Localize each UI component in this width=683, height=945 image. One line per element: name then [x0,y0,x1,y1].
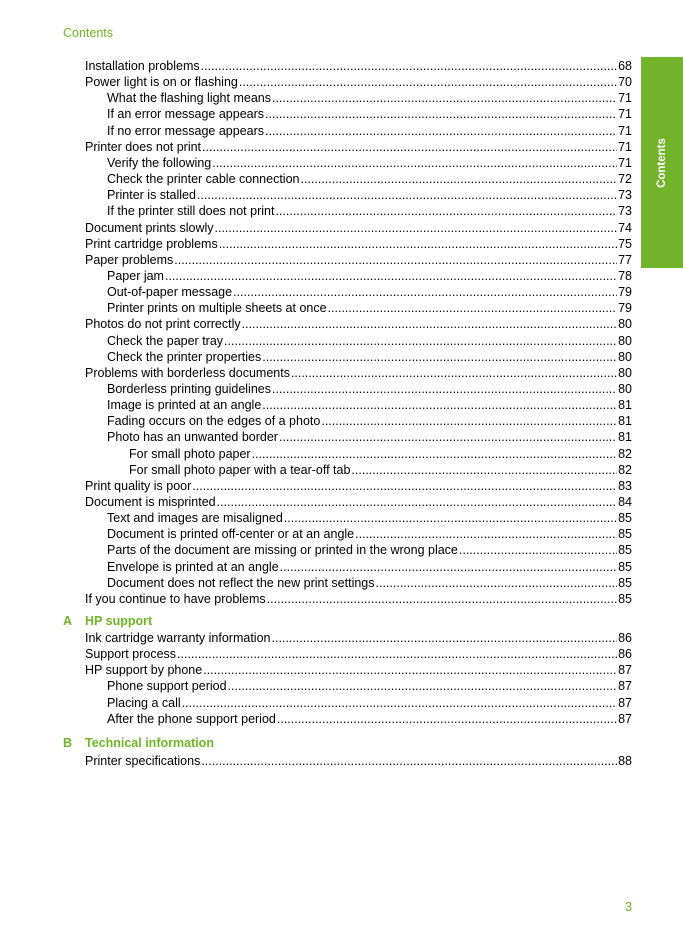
toc-entry-page: 87 [618,663,632,677]
toc-entry[interactable] [107,283,632,299]
toc-entry-title: Out-of-paper message [107,285,233,299]
toc-entry-page: 81 [618,398,632,412]
side-tab [641,57,683,268]
toc-entry-title: Ink cartridge warranty information [85,631,271,645]
toc-leader-dots [217,495,617,509]
toc-entry-page: 73 [618,188,632,202]
toc-entry-page: 81 [618,430,632,444]
toc-entry-page: 85 [618,511,632,525]
toc-entry-title: Verify the following [107,156,212,170]
toc-entry[interactable] [85,57,632,73]
toc-entry-title: Document prints slowly [85,221,214,235]
toc-entry-title: For small photo paper with a tear-off tab [129,463,351,477]
toc-entry-page: 75 [618,237,632,251]
toc-leader-dots [203,663,617,677]
toc-entry[interactable] [85,477,632,493]
toc-entry-page: 68 [618,59,632,73]
toc-entry[interactable] [107,541,632,557]
toc-entry-page: 85 [618,592,632,606]
toc-leader-dots [355,527,617,541]
toc-entry-title: Envelope is printed at an angle [107,560,279,574]
toc-entry-title: Check the paper tray [107,334,224,348]
toc-entry[interactable] [107,677,632,693]
toc-entry-page: 71 [618,124,632,138]
toc-leader-dots [228,679,618,693]
toc-leader-dots [212,156,617,170]
toc-entry[interactable] [107,267,632,283]
toc-entry-title: Document is misprinted [85,495,216,509]
appendix-letter: B [63,736,73,750]
toc-entry-page: 80 [618,350,632,364]
toc-entry[interactable] [85,629,632,645]
toc-entry-page: 79 [618,301,632,315]
toc-entry-page: 71 [618,91,632,105]
appendix-heading[interactable] [63,735,463,751]
toc-leader-dots [265,124,617,138]
toc-entry-page: 72 [618,172,632,186]
toc-entry[interactable] [85,235,632,251]
toc-entry[interactable] [107,186,632,202]
toc-entry[interactable] [107,396,632,412]
toc-leader-dots [239,75,617,89]
toc-leader-dots [272,91,617,105]
toc-entry-page: 88 [618,754,632,768]
toc-entry[interactable] [107,105,632,121]
toc-entry[interactable] [107,299,632,315]
toc-entry[interactable] [107,348,632,364]
toc-entry-page: 86 [618,631,632,645]
toc-entry-page: 71 [618,140,632,154]
toc-entry-title: Problems with borderless documents [85,366,290,380]
toc-entry[interactable] [85,493,632,509]
toc-entry[interactable] [107,525,632,541]
toc-entry-title: Borderless printing guidelines [107,382,271,396]
toc-entry[interactable] [107,380,632,396]
side-tab-label: Contents [656,137,668,188]
toc-leader-dots [280,560,617,574]
toc-entry[interactable] [85,661,632,677]
toc-entry[interactable] [85,364,632,380]
toc-entry-page: 78 [618,269,632,283]
toc-entry[interactable] [107,509,632,525]
toc-entry-page: 81 [618,414,632,428]
toc-leader-dots [279,430,617,444]
toc-leader-dots [233,285,617,299]
toc-entry-page: 73 [618,204,632,218]
toc-leader-dots [284,511,617,525]
toc-entry-title: If the printer still does not print [107,204,275,218]
toc-entry[interactable] [107,412,632,428]
appendix-title: HP support [85,614,153,628]
toc-leader-dots [219,237,617,251]
toc-entry-title: Fading occurs on the edges of a photo [107,414,321,428]
toc-entry[interactable] [85,752,632,768]
toc-leader-dots [215,221,618,235]
toc-entry-title: HP support by phone [85,663,203,677]
toc-entry-page: 84 [618,495,632,509]
toc-entry-page: 83 [618,479,632,493]
toc-entry-title: Check the printer cable connection [107,172,300,186]
toc-entry-page: 86 [618,647,632,661]
toc-leader-dots [272,382,617,396]
appendix-letter: A [63,614,73,628]
toc-leader-dots [165,269,617,283]
toc-entry[interactable] [107,122,632,138]
toc-leader-dots [182,696,617,710]
toc-entry-title: Paper problems [85,253,174,267]
toc-entry-title: Check the printer properties [107,350,262,364]
toc-entry-title: Support process [85,647,177,661]
toc-entry-page: 70 [618,75,632,89]
toc-entry-title: Installation problems [85,59,200,73]
toc-entry-title: Parts of the document are missing or printed in the wrong place [107,543,458,557]
toc-entry-title: If no error message appears [107,124,265,138]
toc-entry[interactable] [85,251,632,267]
toc-leader-dots [177,647,617,661]
toc-entry-title: Photo has an unwanted border [107,430,278,444]
toc-entry-title: Print cartridge problems [85,237,218,251]
toc-leader-dots [291,366,617,380]
page-number: 3 [625,900,632,914]
toc-entry[interactable] [85,219,632,235]
toc-entry-page: 85 [618,560,632,574]
toc-entry[interactable] [85,138,632,154]
toc-leader-dots [202,140,617,154]
toc-entry-page: 87 [618,712,632,726]
running-header: Contents [63,26,114,40]
toc-entry-title: For small photo paper [129,447,251,461]
toc-entry[interactable] [107,89,632,105]
toc-entry-title: Printer is stalled [107,188,196,202]
toc-leader-dots [262,398,617,412]
toc-entry[interactable] [85,315,632,331]
toc-leader-dots [275,204,617,218]
toc-entry-page: 82 [618,447,632,461]
appendix-heading[interactable] [63,613,463,629]
toc-entry[interactable] [107,170,632,186]
toc-entry[interactable] [107,710,632,726]
toc-leader-dots [459,543,617,557]
toc-entry[interactable] [85,590,632,606]
toc-entry-page: 74 [618,221,632,235]
toc-leader-dots [197,188,617,202]
toc-entry[interactable] [107,428,632,444]
toc-entry-title: Paper jam [107,269,164,283]
toc-leader-dots [242,317,617,331]
toc-leader-dots [321,414,617,428]
toc-leader-dots [224,334,617,348]
toc-entry[interactable] [85,73,632,89]
toc-entry-title: Photos do not print correctly [85,317,241,331]
toc-leader-dots [267,592,617,606]
toc-entry-title: Phone support period [107,679,227,693]
toc-entry-title: After the phone support period [107,712,276,726]
toc-entry-title: Placing a call [107,696,181,710]
toc-entry[interactable] [107,694,632,710]
toc-entry-title: Power light is on or flashing [85,75,238,89]
toc-entry[interactable] [129,445,632,461]
toc-leader-dots [265,107,617,121]
toc-leader-dots [174,253,617,267]
toc-entry-page: 85 [618,543,632,557]
toc-entry-page: 80 [618,382,632,396]
toc-entry-title: Printer specifications [85,754,201,768]
toc-entry-title: Document is printed off-center or at an angle [107,527,355,541]
toc-entry-title: What the flashing light means [107,91,271,105]
toc-entry-title: Print quality is poor [85,479,192,493]
toc-entry-page: 80 [618,334,632,348]
toc-entry-title: Image is printed at an angle [107,398,262,412]
toc-leader-dots [272,631,618,645]
toc-entry[interactable] [107,332,632,348]
toc-entry-page: 85 [618,527,632,541]
toc-leader-dots [201,59,617,73]
toc-entry[interactable] [107,202,632,218]
toc-entry-page: 87 [618,679,632,693]
toc-entry-title: Document does not reflect the new print settings [107,576,375,590]
toc-entry[interactable] [129,461,632,477]
toc-entry-page: 82 [618,463,632,477]
toc-entry[interactable] [107,558,632,574]
toc-entry-title: If you continue to have problems [85,592,266,606]
toc-leader-dots [262,350,617,364]
toc-leader-dots [328,301,618,315]
toc-leader-dots [252,447,618,461]
toc-leader-dots [351,463,617,477]
toc-entry-page: 71 [618,156,632,170]
toc-leader-dots [201,754,617,768]
toc-entry-page: 79 [618,285,632,299]
toc-entry-page: 77 [618,253,632,267]
toc-entry-page: 80 [618,366,632,380]
toc-entry-title: Text and images are misaligned [107,511,283,525]
toc-entry[interactable] [85,645,632,661]
toc-entry[interactable] [107,574,632,590]
toc-leader-dots [376,576,618,590]
toc-entry-page: 85 [618,576,632,590]
toc-leader-dots [192,479,617,493]
toc-entry-title: If an error message appears [107,107,265,121]
toc-leader-dots [277,712,617,726]
toc-entry[interactable] [107,154,632,170]
toc-entry-page: 80 [618,317,632,331]
toc-leader-dots [300,172,617,186]
appendix-title: Technical information [85,736,214,750]
toc-entry-title: Printer prints on multiple sheets at once [107,301,327,315]
toc-entry-title: Printer does not print [85,140,202,154]
toc-entry-page: 87 [618,696,632,710]
toc-entry-page: 71 [618,107,632,121]
